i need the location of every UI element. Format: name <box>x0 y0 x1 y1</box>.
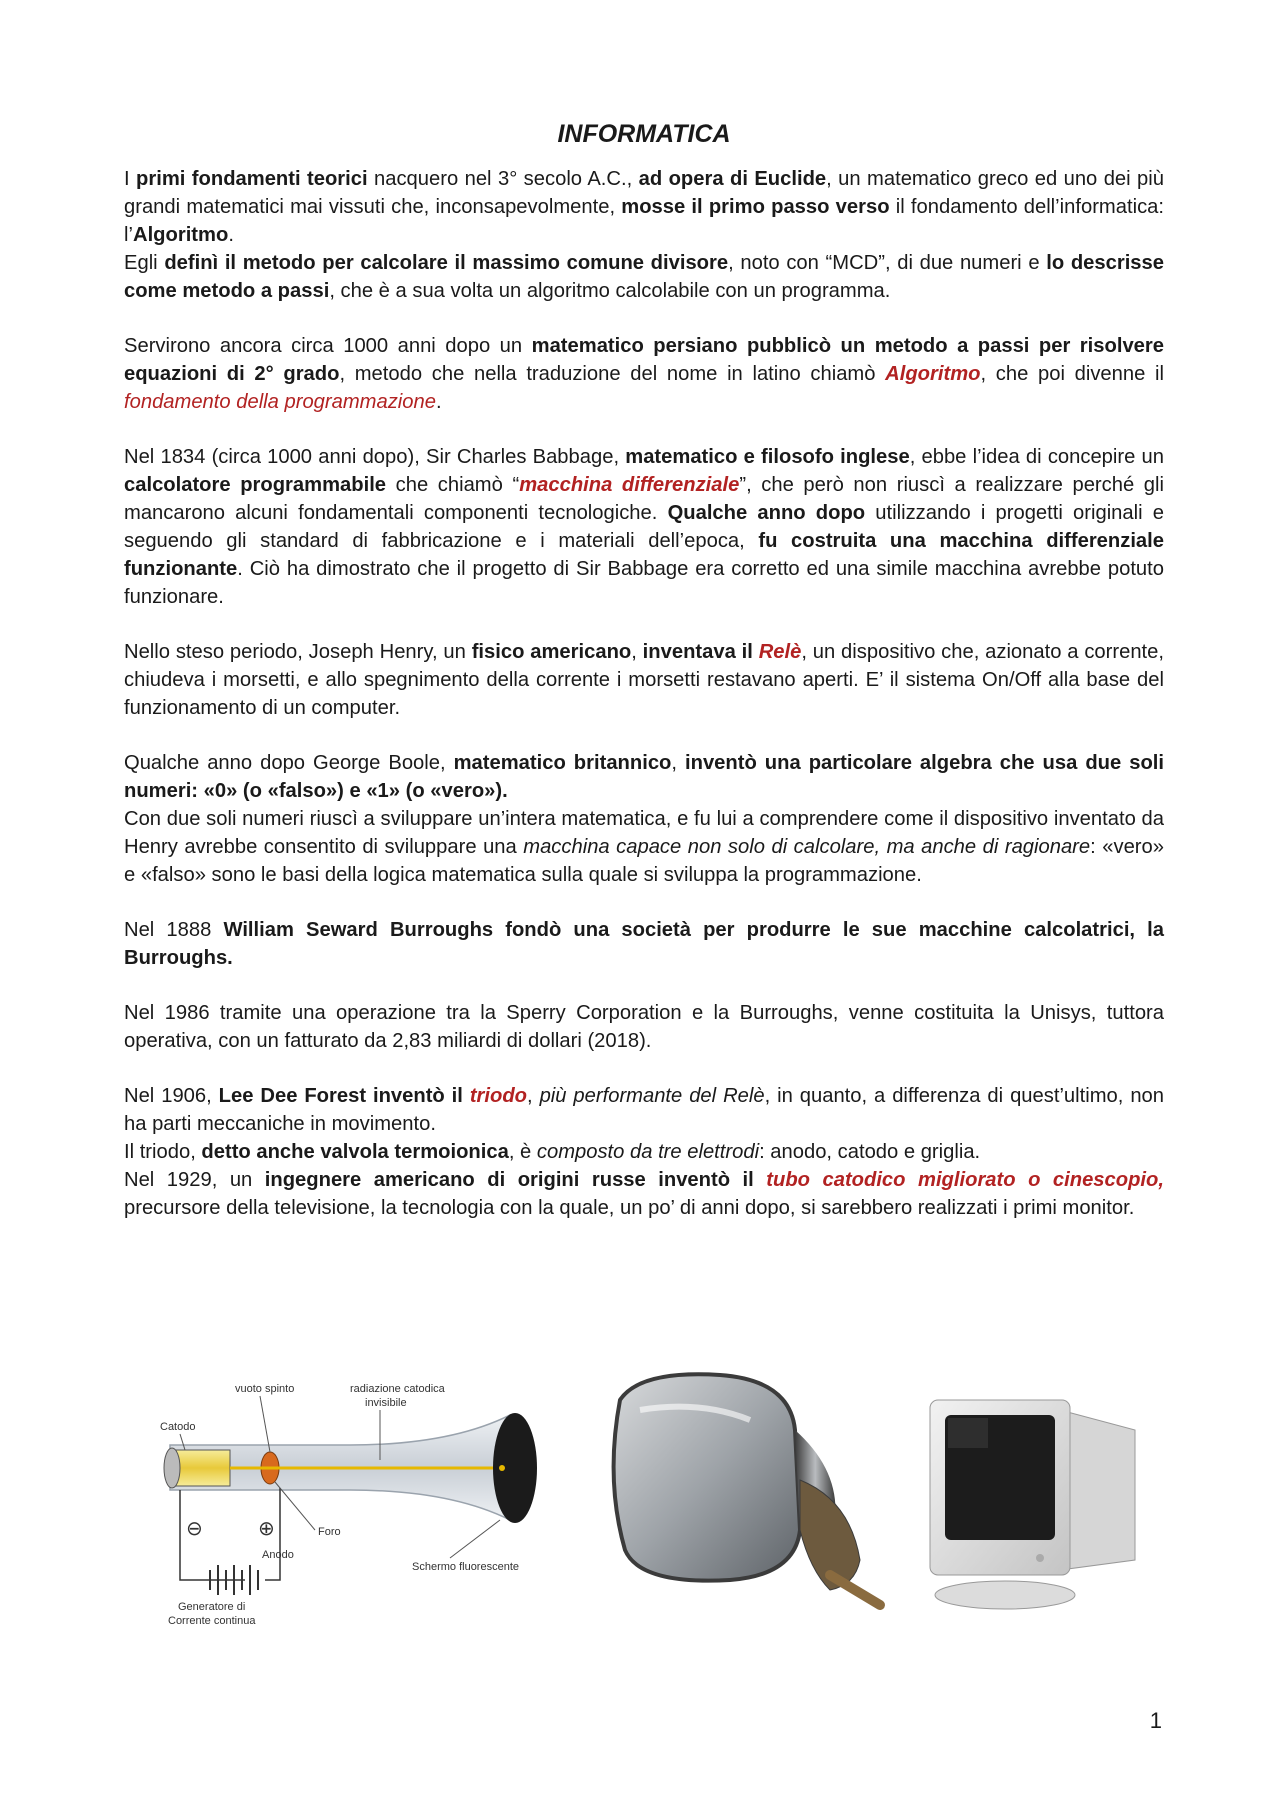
paragraph-cinescopio: Nel 1929, un ingegnere americano di origini russe inventò il tubo catodico migliorato o cinescopio, precursore della televisione, la tecnologia con la quale, un po’ di anni dopo, si sarebbero realizzati i primi monitor. <box>124 1169 1164 1219</box>
label-anodo: Anodo <box>262 1549 294 1561</box>
page-number: 1 <box>1149 1708 1162 1733</box>
document-page <box>124 120 1164 1249</box>
label-radiazione-1: radiazione catodica <box>350 1383 445 1395</box>
figures-row <box>150 1360 1130 1660</box>
label-generatore-2: Corrente continua <box>168 1615 256 1627</box>
label-vuoto: vuoto spinto <box>235 1383 295 1395</box>
label-foro: Foro <box>318 1526 341 1538</box>
power-button <box>1036 1554 1044 1562</box>
paragraph-logica: Con due soli numeri riuscì a sviluppare un’intera matematica, e fu lui a comprendere come il dispositivo inventato da Henry avrebbe consentito di sviluppare una macchina capace non solo di calcolare, ma anche di ragionare: «vero» e «falso» sono le basi della logica matematica sulla quale si sviluppa la programmazione. <box>124 808 1164 886</box>
crt-neck <box>830 1575 880 1605</box>
paragraph-unisys: Nel 1986 tramite una operazione tra la Sperry Corporation e la Burroughs, venne costituita la Unisys, tuttora operativa, con un fatturato da 2,83 miliardi di dollari (2018). <box>124 1002 1164 1052</box>
crt-diagram <box>150 1370 570 1630</box>
monitor-body-side <box>1060 1410 1135 1570</box>
page-title: INFORMATICA <box>557 120 731 148</box>
paragraph-boole: Qualche anno dopo George Boole, matematico britannico, inventò una particolare algebra che usa due soli numeri: «0» (o «falso») e «1» (o «vero»). <box>124 752 1164 802</box>
label-catodo: Catodo <box>160 1421 196 1433</box>
paragraph-burroughs: Nel 1888 William Seward Burroughs fondò una società per produrre le sue macchine calcolatrici, la Burroughs. <box>124 919 1164 969</box>
label-generatore-1: Generatore di <box>178 1601 246 1613</box>
paragraph-algoritmo: Servirono ancora circa 1000 anni dopo un matematico persiano pubblicò un metodo a passi per risolvere equazioni di 2° grado, metodo che nella traduzione del nome in latino chiamò Algoritmo, che poi divenne il fondamento della programmazione. <box>124 335 1164 413</box>
paragraph-babbage: Nel 1834 (circa 1000 anni dopo), Sir Charles Babbage, matematico e filosofo inglese, ebbe l’idea di concepire un calcolatore programmabile che chiamò “macchina differenziale”, che però non riuscì a realizzare perché gli mancarono alcuni fondamentali componenti tecnologiche. Qualche anno dopo utilizzando i progetti originali e seguendo gli standard di fabbricazione e i materiali dell’epoca, fu costruita una macchina differenziale funzionante. Ciò ha dimostrato che il progetto di Sir Babbage era corretto ed una simile macchina avrebbe potuto funzionare. <box>124 446 1165 608</box>
crt-monitor-image <box>910 1370 1150 1620</box>
label-radiazione-2: invisibile <box>365 1397 407 1409</box>
paragraph-euclide: I primi fondamenti teorici nacquero nel 3° secolo A.C., ad opera di Euclide, un matematico greco ed uno dei più grandi matematici mai vissuti che, inconsapevolmente, mosse il primo passo verso il fondamento dell’informatica: l’Algoritmo. <box>124 168 1164 246</box>
paragraph-mcd: Egli definì il metodo per calcolare il massimo comune divisore, noto con “MCD”, di due numeri e lo descrisse come metodo a passi, che è a sua volta un algoritmo calcolabile con un programma. <box>124 252 1164 302</box>
paragraph-henry: Nello steso periodo, Joseph Henry, un fisico americano, inventava il Relè, un dispositivo che, azionato a corrente, chiudeva i morsetti, e allo spegnimento della corrente i morsetti restavano aperti. E’ il sistema On/Off alla base del funzionamento di un computer. <box>124 641 1164 719</box>
crt-screen <box>614 1374 800 1580</box>
minus-sign: ⊖ <box>186 1518 203 1540</box>
monitor-stand <box>935 1581 1075 1609</box>
paragraph-valvola: Il triodo, detto anche valvola termoionica, è composto da tre elettrodi: anodo, catodo e griglia. <box>124 1141 981 1163</box>
plus-sign: ⊕ <box>258 1518 275 1540</box>
ray-impact <box>499 1465 505 1471</box>
paragraph-triodo: Nel 1906, Lee Dee Forest inventò il triodo, più performante del Relè, in quanto, a differenza di quest’ultimo, non ha parti meccaniche in movimento. <box>124 1085 1165 1135</box>
cinescopio-image <box>580 1360 890 1620</box>
cathode-end <box>164 1448 180 1488</box>
label-schermo: Schermo fluorescente <box>412 1561 519 1573</box>
battery-symbol <box>210 1565 258 1595</box>
